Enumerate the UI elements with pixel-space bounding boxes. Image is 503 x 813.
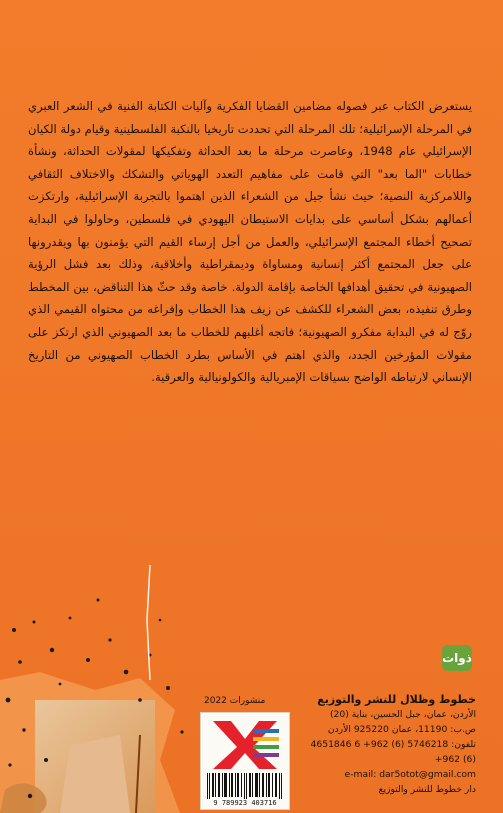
publisher-pobox: ص.ب: 11190، عمان 925220 الأردن xyxy=(327,724,476,735)
blurb-text: يستعرض الكتاب عبر فصوله مضامين القضايا الفكرية وآليات الكتابة الفنية في الشعر العبري في المرحلة الإسرائيلية؛ تلك المرحلة التي تحددت تاريخيا بالنكبة الفلسطينية وقيام دولة الكيان الإسرائيلي عام 1948، وعاصرت مرحلة ما بعد الحداثة وتفكيكها لمقولات الحداثة، ونشأة خطابات "الما بعد" التي قامت على مفاهيم التعدد الهوياتي والتشكك والاختلاف الثقافي واللامركزية النصية؛ حيث نشأ جيل من الشعراء الذين اهتموا بالتجربة الإسرائيلية، وارتكزت أعمالهم بشكل أساسي على بدايات الاستيطان اليهودي في فلسطين، وحاولوا في البداية تصحيح أخطاء المجتمع الإسرائيلي، والعمل من أجل إرساء القيم التي يؤمنون بها ويقدرونها على جعل المجتمع أكثر إنسانية ومساواة وديمقراطية وأخلاقية، وذلك بعد فشل الرؤية الصهيونية في تحقيق أهدافها الخاصة بإقامة الدولة. خاصة وقد حثّ هذا التناقض، بين المخطط وطرق تنفيذه، بعض الشعراء للكشف عن زيف هذا الخطاب وإفراغه من محتواه القيمي الذي روّج له في البداية مفكرو الصهيونية؛ فاتجه أغلبهم للخطاب ما بعد الصهيوني الذي ارتكز على مقولات المؤرخين الجدد، والذي اهتم في الأساس بطرد الخطاب الصهيوني من التاريخ الإنساني لارتباطه الواضح بسياقات الإمبريالية والكولونيالية والعرقية. xyxy=(28,99,472,385)
publisher-logo-badge: ذوات xyxy=(442,645,472,671)
isbn-number: 9 789923 403716 xyxy=(213,799,277,807)
publisher-phone: تلفون: 5746218 (6) 962+ 6 4651846 (6) 962+ xyxy=(310,739,476,765)
publisher-address: الأردن، عمان، جبل الحسين، بناية (20) xyxy=(329,709,476,720)
publisher-x-logo xyxy=(209,717,281,771)
publisher-info xyxy=(296,692,476,797)
book-blurb xyxy=(28,95,472,389)
isbn-barcode xyxy=(200,712,290,810)
barcode-bars xyxy=(207,773,283,799)
publisher-email: e-mail: dar5otot@gmail.com xyxy=(344,769,476,780)
publisher-social: دار خطوط للنشر والتوزيع xyxy=(378,784,476,795)
publication-year: منشورات 2022 xyxy=(204,696,266,706)
publisher-name: خطوط وظلال للنشر والتوزيع xyxy=(317,693,476,706)
